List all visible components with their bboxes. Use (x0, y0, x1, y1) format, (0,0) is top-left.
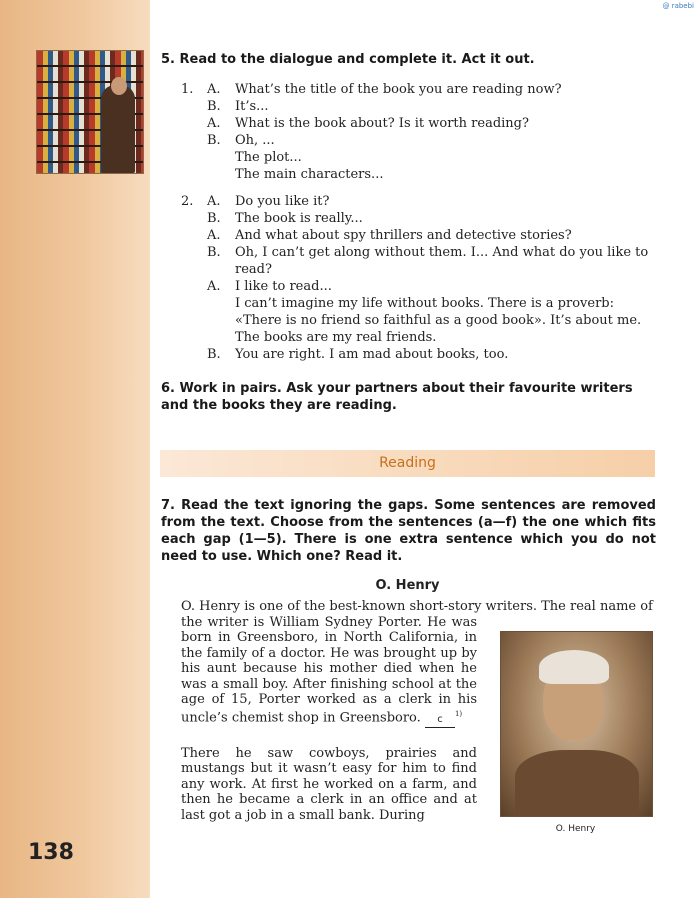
story-first-line: O. Henry is one of the best-known short-story writers. The real name of (181, 599, 653, 614)
dialogue-text: Do you like it? (235, 194, 330, 209)
task-7-heading: 7. Read the text ignoring the gaps. Some sentences are removed from the text. Choose from the sentences (a—f) the one which fits each gap (1—5). There is one extra sentence which you do not need to use. Which one? Read it. (161, 498, 656, 564)
dialogue-text: It’s... (235, 99, 269, 114)
dialogue-text: Oh, I can’t get along without them. I... And what do you like to read? (235, 245, 649, 277)
task-6-heading: 6. Work in pairs. Ask your partners about their favourite writers and the books they are reading. (161, 381, 633, 413)
portrait-hair (539, 650, 609, 684)
o-henry-portrait (500, 631, 653, 817)
dialogue-1 (181, 81, 657, 183)
reader-figure (101, 85, 135, 173)
dialogue-line (181, 193, 657, 210)
dialogue-number (181, 98, 207, 115)
dialogue-text: And what about spy thrillers and detective stories? (235, 228, 572, 243)
dialogue-line (181, 244, 657, 278)
dialogue-2 (181, 193, 657, 363)
speaker-label (207, 295, 235, 346)
dialogue-number (181, 132, 207, 149)
dialogue-number: 1. (181, 82, 194, 97)
dialogue-number (181, 149, 207, 166)
page-number: 138 (28, 840, 74, 865)
dialogue-text: What’s the title of the book you are reading now? (235, 82, 562, 97)
dialogue-number (181, 244, 207, 278)
dialogue-number (181, 346, 207, 363)
speaker-label (207, 149, 235, 166)
dialogue-number: 2. (181, 194, 194, 209)
speaker-label: B. (207, 245, 221, 260)
speaker-label: B. (207, 211, 221, 226)
dialogue-number (181, 166, 207, 183)
dialogue-line (181, 166, 657, 183)
reader-head (111, 77, 127, 95)
task-5-heading: 5. Read to the dialogue and complete it. Act it out. (161, 52, 535, 67)
dialogue-text: The plot... (235, 150, 302, 165)
story-paragraph-1-text: the writer is William Sydney Porter. He was born in Greensboro, in North California, in the family of a doctor. He was brought up by his aunt because his mother died when he was a small boy. After finishing school at the age of 15, Porter worked as a clerk in his uncle’s chemist shop in Greensboro. (181, 615, 477, 726)
dialogue-text: The main characters... (235, 167, 384, 182)
dialogue-line (181, 346, 657, 363)
story-paragraph-1 (181, 615, 477, 728)
dialogue-text: You are right. I am mad about books, too. (235, 347, 509, 362)
speaker-label: B. (207, 133, 221, 148)
speaker-label: A. (207, 228, 221, 243)
dialogue-line (181, 227, 657, 244)
speaker-label: A. (207, 194, 221, 209)
dialogue-line (181, 98, 657, 115)
speaker-label (207, 166, 235, 183)
dialogue-line (181, 295, 657, 346)
gap-answer: c (425, 712, 455, 728)
dialogue-line (181, 81, 657, 98)
speaker-label: A. (207, 82, 221, 97)
portrait-caption: O. Henry (555, 824, 596, 834)
dialogue-number (181, 210, 207, 227)
speaker-label: A. (207, 116, 221, 131)
speaker-label: B. (207, 347, 221, 362)
gap-number: 1) (454, 710, 463, 719)
dialogue-number (181, 278, 207, 295)
portrait-shirt (515, 750, 639, 816)
story-paragraph-2: There he saw cowboys, prairies and mustangs but it wasn’t easy for him to find any work. At first he worked on a farm, and then he became a clerk in an office and at last got a job in a small bank. During (181, 746, 477, 823)
dialogue-line (181, 149, 657, 166)
corner-logo: @ rabebi (662, 2, 694, 10)
bookshop-photo (36, 50, 144, 174)
dialogue-line (181, 115, 657, 132)
dialogue-text: Oh, ... (235, 133, 275, 148)
dialogue-text: What is the book about? Is it worth reading? (235, 116, 529, 131)
speaker-label: A. (207, 279, 221, 294)
story-title: O. Henry (375, 578, 440, 593)
section-bar-reading: Reading (160, 450, 655, 477)
dialogue-text: I like to read... (235, 279, 332, 294)
dialogue-number (181, 227, 207, 244)
dialogue-number (181, 295, 207, 346)
dialogue-number (181, 115, 207, 132)
dialogue-line (181, 278, 657, 295)
dialogue-line (181, 132, 657, 149)
dialogue-text: I can’t imagine my life without books. There is a proverb: «There is no friend so faithful as a good book». It’s about me. The books are my real friends. (235, 296, 642, 345)
speaker-label: B. (207, 99, 221, 114)
dialogue-line (181, 210, 657, 227)
dialogue-text: The book is really... (235, 211, 363, 226)
